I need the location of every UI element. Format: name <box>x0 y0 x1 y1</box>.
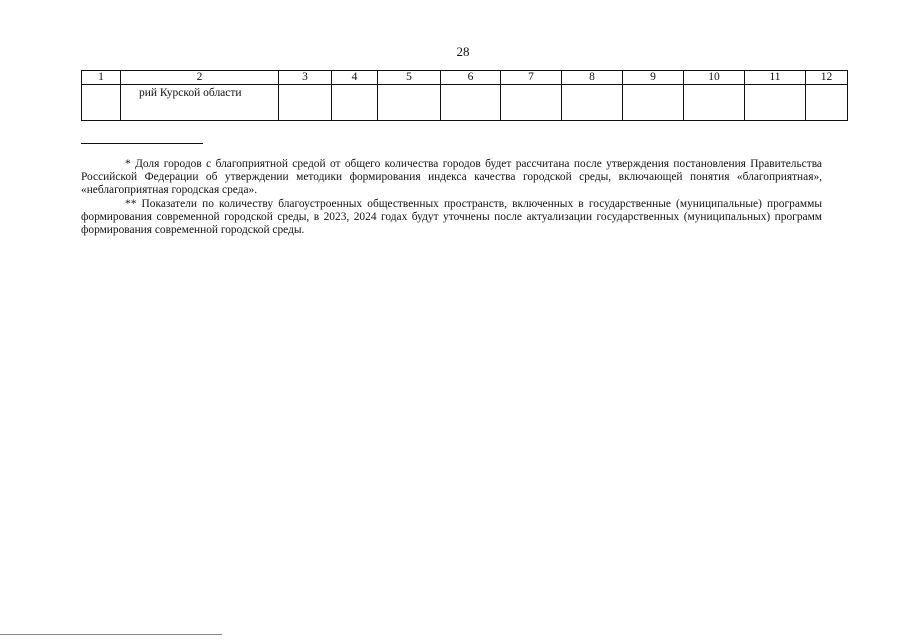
table-cell <box>806 85 848 121</box>
page-number: 28 <box>456 44 470 59</box>
table-cell <box>378 85 441 121</box>
table-row <box>82 85 848 121</box>
table-cell <box>279 85 332 121</box>
bottom-edge-line <box>0 634 222 635</box>
column-number: 11 <box>745 71 806 85</box>
column-number: 3 <box>279 71 332 85</box>
column-number: 6 <box>441 71 501 85</box>
column-number: 9 <box>623 71 684 85</box>
table-cell <box>332 85 378 121</box>
column-number: 7 <box>501 71 562 85</box>
footnote-separator <box>81 143 203 144</box>
table-cell <box>623 85 684 121</box>
table-cell <box>501 85 562 121</box>
table-cell <box>684 85 745 121</box>
data-table <box>81 70 848 121</box>
column-number: 2 <box>121 71 279 85</box>
column-number: 12 <box>806 71 848 85</box>
table-row-label: рий Курской области <box>121 85 279 121</box>
footnotes <box>81 158 822 237</box>
column-number: 8 <box>562 71 623 85</box>
footnote-1: * Доля городов с благоприятной средой от общего количества городов будет рассчитана после утверждения постановления Правительства Российской Федерации об утверждении методики формирования индекса качества городской среды, включающей понятия «благоприятная», «неблагоприятная городская среда». <box>81 158 822 197</box>
column-number: 4 <box>332 71 378 85</box>
footnote-2: ** Показатели по количеству благоустроенных общественных пространств, включенных в государственные (муниципальные) программы формирования современной городской среды, в 2023, 2024 годах будут уточнены после актуализации государственных (муниципальных) программ формирования современной городской среды. <box>81 197 822 237</box>
table-cell-empty <box>82 85 121 121</box>
table-header-row <box>82 71 848 85</box>
table-cell <box>441 85 501 121</box>
column-number: 5 <box>378 71 441 85</box>
table-cell <box>562 85 623 121</box>
column-number: 1 <box>82 71 121 85</box>
column-number: 10 <box>684 71 745 85</box>
table-cell <box>745 85 806 121</box>
